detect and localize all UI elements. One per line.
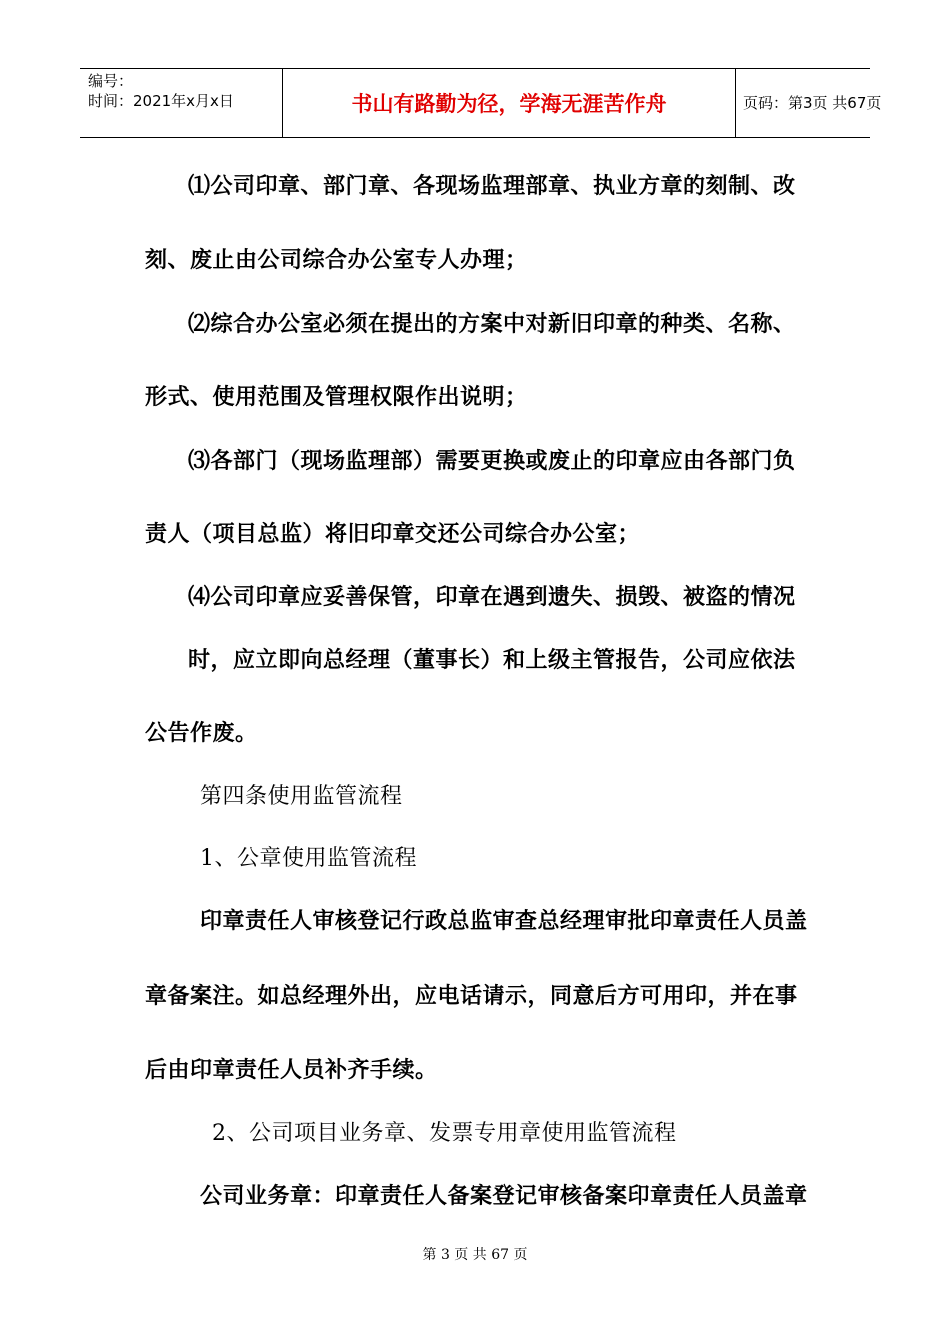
header-meta-cell — [80, 69, 282, 137]
section-heading: 第四条使用监管流程 — [200, 784, 403, 809]
number-label: 编号： — [88, 72, 134, 90]
subsection-heading: 2、公司项目业务章、发票专用章使用监管流程 — [212, 1121, 677, 1146]
paragraph-line: 后由印章责任人员补齐手续。 — [145, 1057, 438, 1083]
page-footer: 第 3 页 共 67 页 — [422, 1247, 528, 1263]
paragraph-line: 时，应立即向总经理（董事长）和上级主管报告，公司应依法 — [188, 647, 796, 673]
page-info: 页码：第3页 共67页 — [743, 94, 882, 112]
paragraph-line: 章备案注。如总经理外出，应电话请示，同意后方可用印，并在事 — [145, 983, 798, 1009]
paragraph-line: 公告作废。 — [145, 720, 258, 746]
subsection-heading: 1、公章使用监管流程 — [200, 846, 417, 871]
paragraph-line: 公司业务章：印章责任人备案登记审核备案印章责任人员盖章 — [200, 1183, 808, 1209]
paragraph-line: ⑷公司印章应妥善保管，印章在遇到遗失、损毁、被盗的情况 — [188, 584, 796, 610]
paragraph-line: ⑵综合办公室必须在提出的方案中对新旧印章的种类、名称、 — [188, 311, 796, 337]
paragraph-line: 刻、废止由公司综合办公室专人办理； — [145, 247, 528, 273]
motto-text: 书山有路勤为径，学海无涯苦作舟 — [351, 92, 667, 116]
paragraph-line: 形式、使用范围及管理权限作出说明； — [145, 384, 528, 410]
time-label: 时间：2021年x月x日 — [88, 92, 234, 110]
paragraph-line: 责人（项目总监）将旧印章交还公司综合办公室； — [145, 521, 641, 547]
header-table — [80, 68, 882, 138]
paragraph-line: 印章责任人审核登记行政总监审查总经理审批印章责任人员盖 — [200, 908, 808, 934]
paragraph-line: ⑴公司印章、部门章、各现场监理部章、执业方章的刻制、改 — [188, 173, 796, 199]
paragraph-line: ⑶各部门（现场监理部）需要更换或废止的印章应由各部门负 — [188, 448, 796, 474]
header-page-cell — [735, 69, 882, 137]
header-motto-cell — [282, 69, 736, 137]
